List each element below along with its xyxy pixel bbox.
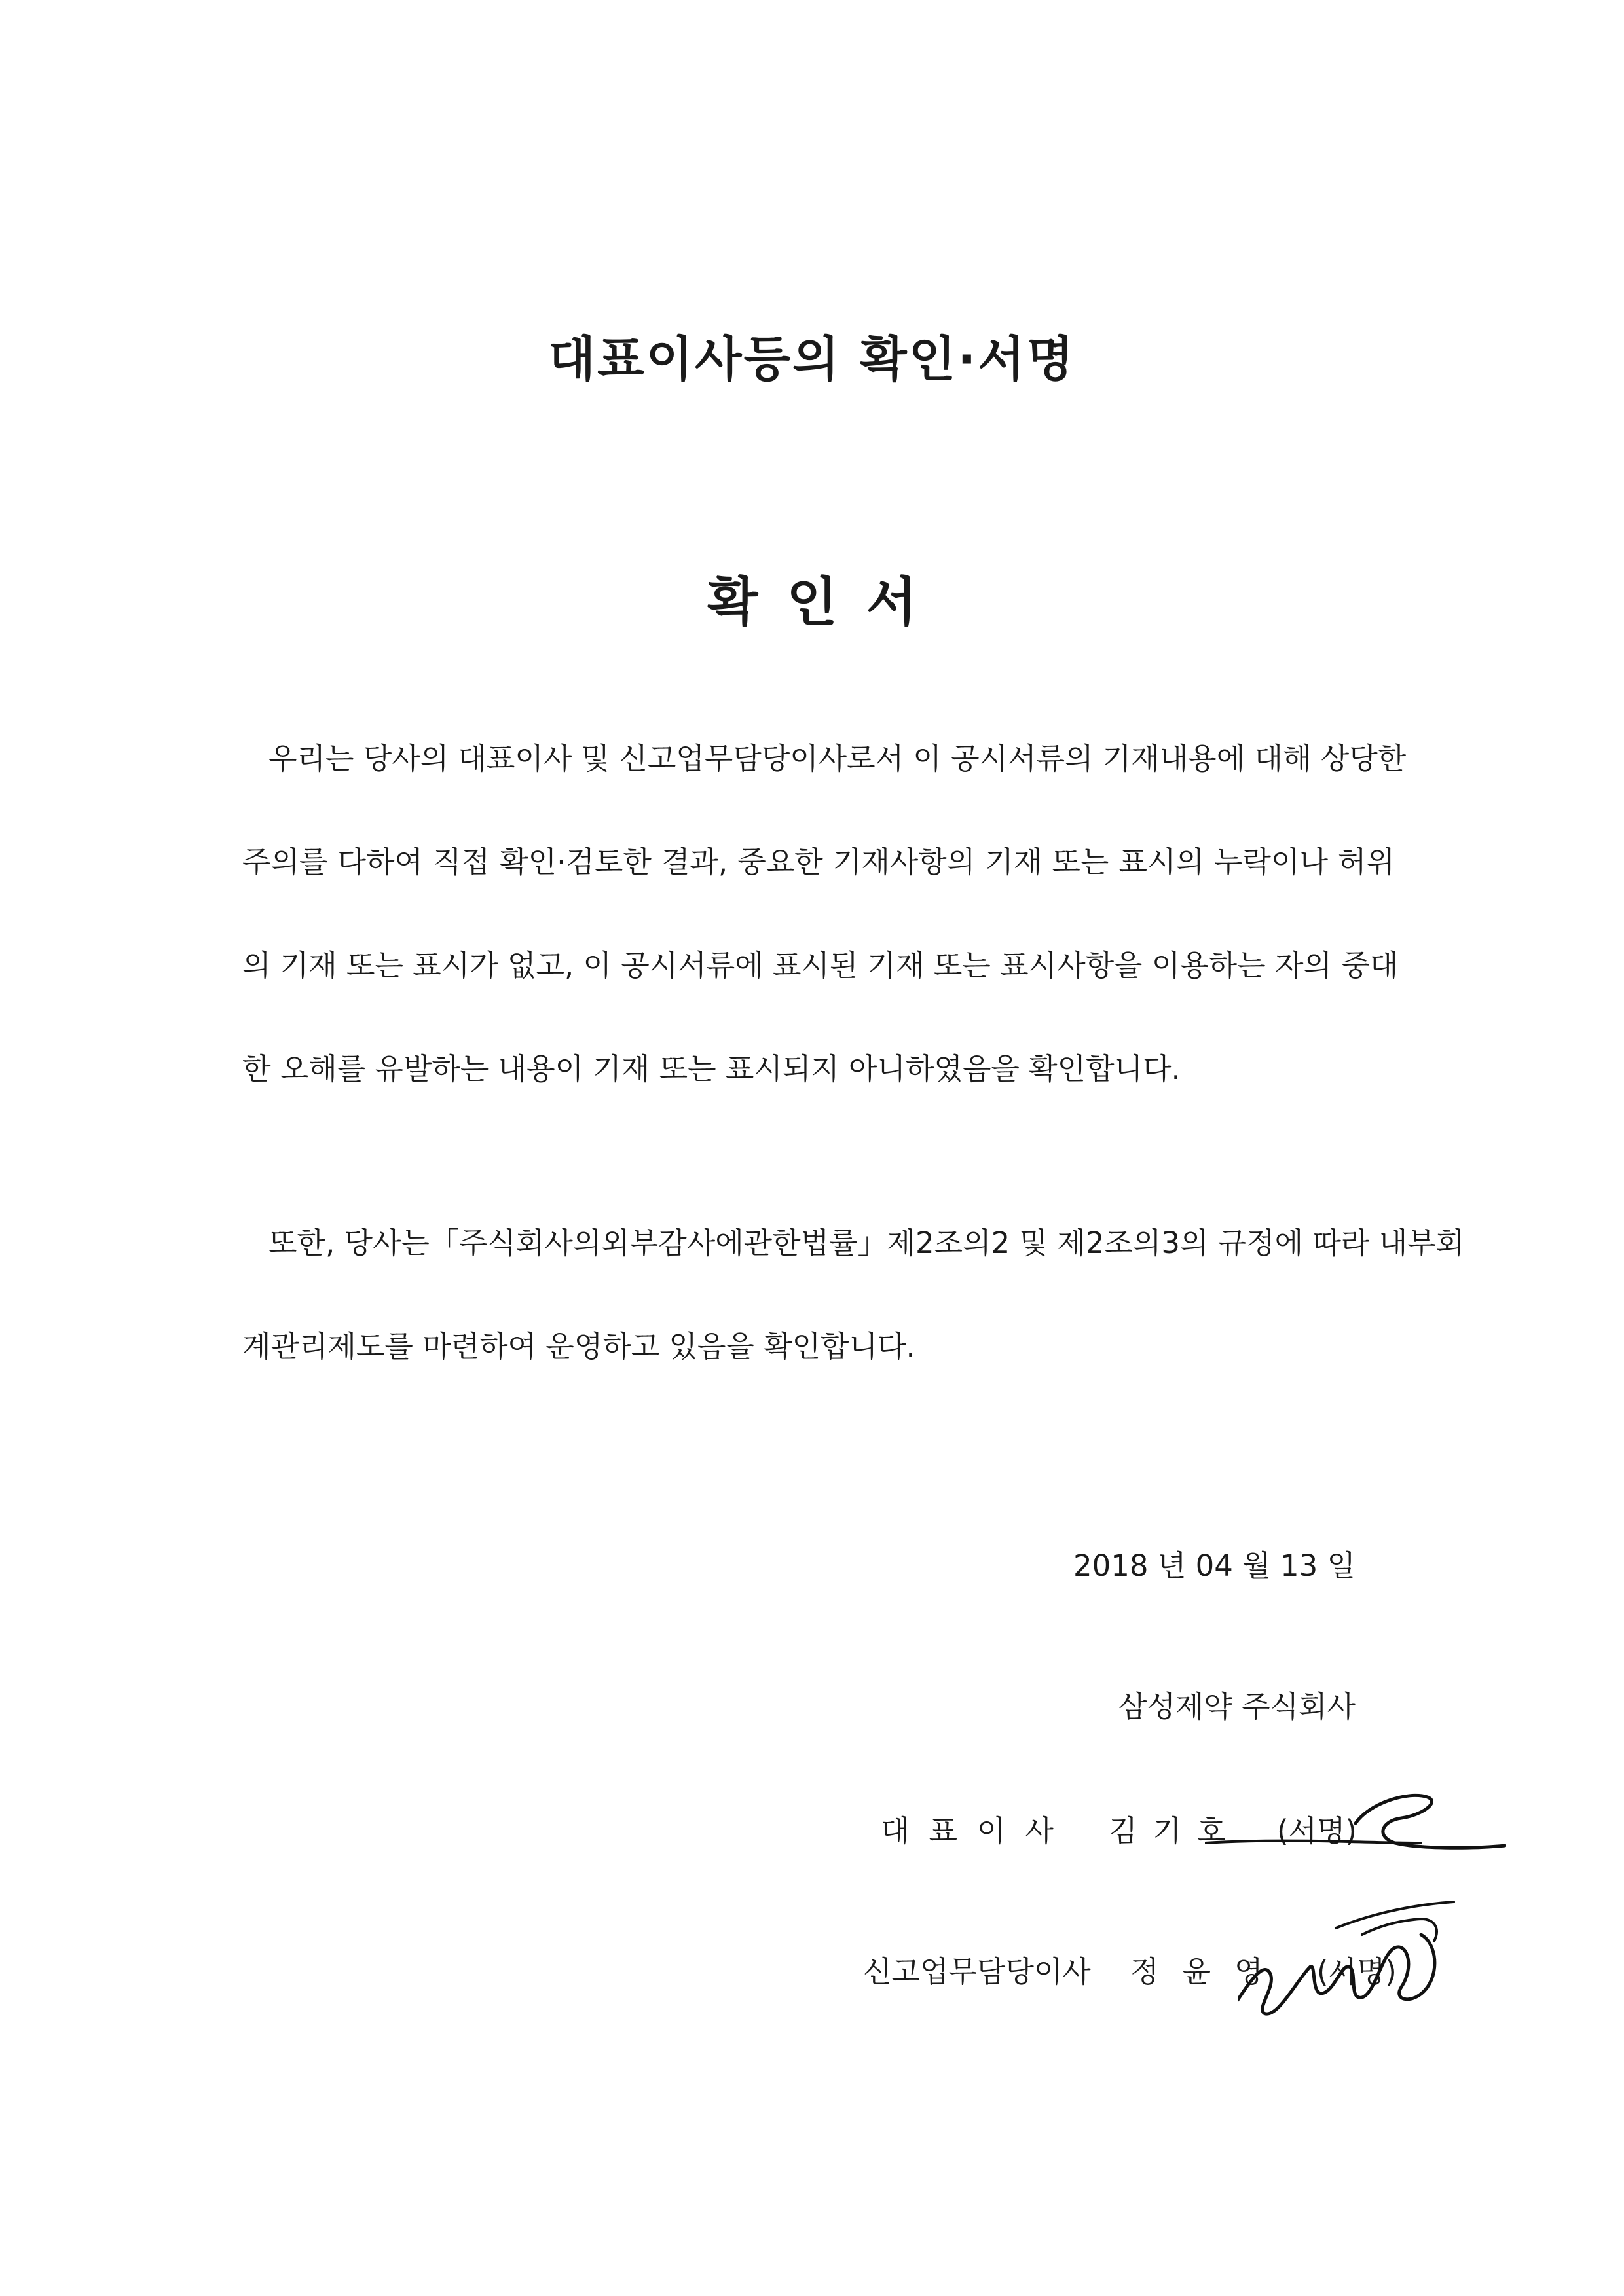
signer-row-ceo [881,1807,1357,1850]
signer-role: 신고업무담당이사 [863,1954,1091,1989]
internal-control-paragraph [242,1192,1465,1398]
confirmation-heading: 확인서 [707,572,946,632]
paragraph-line: 우리는 당사의 대표이사 및 신고업무담당이사로서 이 공시서류의 기재내용에 대해 상당한 [268,741,1407,776]
confirmation-paragraph [242,707,1407,1121]
paragraph-line: 한 오해를 유발하는 내용이 기재 또는 표시되지 아니하였음을 확인합니다. [242,1051,1181,1086]
signer-name: 김기호 [1109,1813,1242,1848]
signature-label: (서명) [1276,1813,1357,1848]
document-title: 대표이사등의 확인·서명 [548,331,1076,388]
signer-row-disclosure-officer [863,1948,1397,1990]
paragraph-line: 또한, 당사는「주식회사의외부감사에관한법률」제2조의2 및 제2조의3의 규정에 따라 내부회 [268,1226,1465,1260]
document-date: 2018 년 04 월 13 일 [1073,1548,1356,1583]
paragraph-line: 의 기재 또는 표시가 없고, 이 공시서류에 표시된 기재 또는 표시사항을 이용하는 자의 중대 [242,948,1399,983]
paragraph-line: 주의를 다하여 직접 확인·검토한 결과, 중요한 기재사항의 기재 또는 표시의 누락이나 허위 [242,845,1395,879]
signer-role: 대표이사 [881,1813,1073,1848]
signer-name: 정윤영 [1130,1954,1287,1989]
paragraph-line: 계관리제도를 마련하여 운영하고 있음을 확인합니다. [242,1329,915,1364]
company-name: 삼성제약 주식회사 [1118,1689,1356,1724]
signature-label: (서명) [1316,1954,1397,1989]
